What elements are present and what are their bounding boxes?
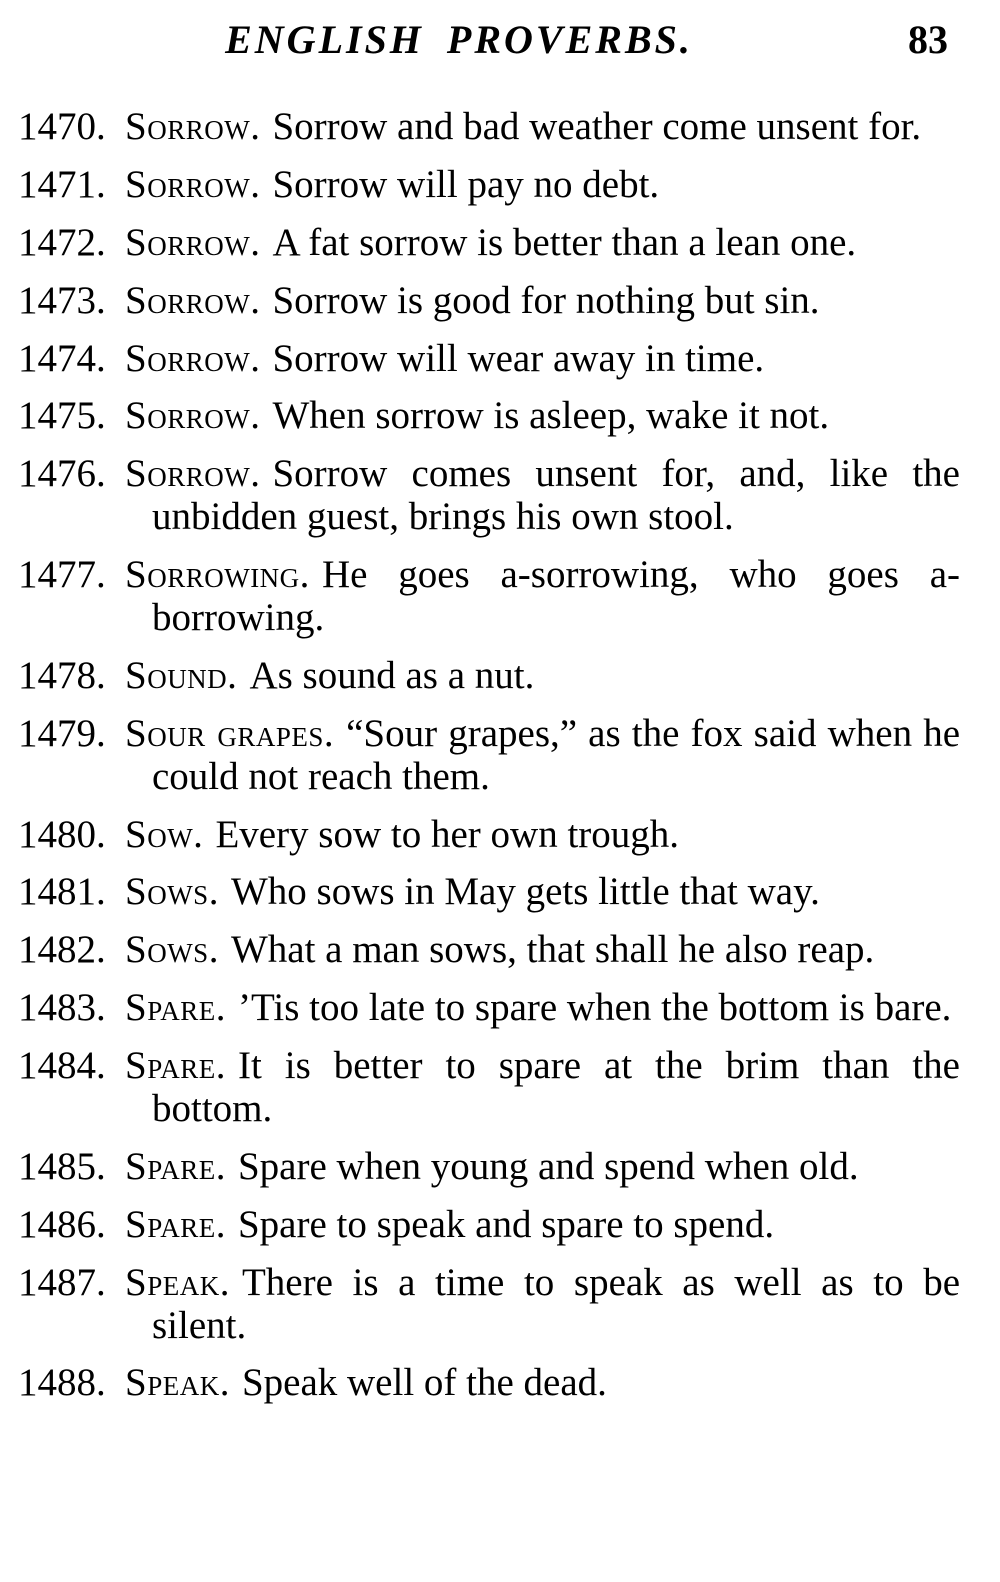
- entry-text: ’Tis too late to spare when the bottom is bare.: [237, 986, 952, 1030]
- entry-keyword: Sorrow.: [125, 105, 261, 148]
- page-number: 83: [908, 17, 948, 62]
- proverb-entry: [18, 395, 960, 438]
- entry-number: 1473.: [18, 278, 106, 322]
- entry-number: 1480.: [18, 812, 106, 856]
- entry-text: “Sour grapes,” as the fox said when he could not reach them.: [152, 711, 961, 798]
- entry-keyword: Sorrowing.: [125, 553, 310, 597]
- entry-text: It is better to spare at the brim than the bottom.: [152, 1044, 960, 1131]
- entry-number: 1476.: [18, 452, 106, 496]
- proverb-entry: [18, 554, 960, 640]
- proverb-entry: [18, 338, 960, 381]
- entry-keyword: Sow.: [125, 812, 204, 856]
- proverb-entry: [18, 453, 960, 539]
- entry-keyword: Speak.: [125, 1361, 230, 1405]
- entry-text: A fat sorrow is better than a lean one.: [272, 220, 857, 264]
- entry-number: 1470.: [18, 105, 106, 148]
- entry-text: Sorrow and bad weather come unsent for.: [272, 105, 922, 148]
- proverb-entry: [18, 164, 960, 207]
- entry-number: 1488.: [18, 1361, 106, 1405]
- entry-text: When sorrow is asleep, wake it not.: [272, 394, 830, 438]
- entry-number: 1481.: [18, 870, 106, 914]
- entry-keyword: Speak.: [125, 1260, 230, 1304]
- entry-text: Sorrow will wear away in time.: [272, 336, 765, 380]
- entry-number: 1471.: [18, 162, 106, 206]
- entry-text: Speak well of the dead.: [241, 1361, 607, 1405]
- proverb-entry: [18, 1045, 960, 1131]
- entry-number: 1487.: [18, 1260, 106, 1304]
- entry-text: Spare when young and spend when old.: [237, 1144, 859, 1188]
- proverb-entry: [18, 106, 960, 149]
- proverb-entry: [18, 814, 960, 857]
- entry-number: 1479.: [18, 711, 106, 755]
- entries-list: [18, 106, 960, 1405]
- entry-text: Every sow to her own trough.: [215, 812, 680, 856]
- entry-number: 1485.: [18, 1144, 106, 1188]
- proverb-entry: [18, 1146, 960, 1189]
- entry-text: As sound as a nut.: [249, 653, 535, 697]
- proverb-entry: [18, 280, 960, 323]
- entry-number: 1482.: [18, 928, 106, 972]
- running-title: ENGLISH PROVERBS.: [225, 17, 693, 62]
- entry-text: Sorrow is good for nothing but sin.: [272, 278, 820, 322]
- entry-keyword: Sorrow.: [125, 452, 261, 496]
- proverb-entry: [18, 222, 960, 265]
- entry-number: 1478.: [18, 653, 106, 697]
- entry-number: 1486.: [18, 1202, 106, 1246]
- entry-keyword: Sorrow.: [125, 220, 261, 264]
- page-header: [18, 16, 960, 68]
- entry-keyword: Sour grapes.: [125, 711, 335, 755]
- entry-number: 1475.: [18, 394, 106, 438]
- proverb-entry: [18, 871, 960, 914]
- entry-number: 1483.: [18, 986, 106, 1030]
- entry-keyword: Sorrow.: [125, 336, 261, 380]
- entry-text: Sorrow comes unsent for, and, like the unbidden guest, brings his own stool.: [152, 452, 960, 539]
- entry-number: 1474.: [18, 336, 106, 380]
- entry-number: 1472.: [18, 220, 106, 264]
- entry-keyword: Spare.: [125, 1144, 226, 1188]
- entry-keyword: Sows.: [125, 870, 219, 914]
- entry-text: He goes a-sorrowing, who goes a-borrowing.: [152, 553, 960, 640]
- proverb-entry: [18, 987, 960, 1030]
- entry-number: 1477.: [18, 553, 106, 597]
- entry-keyword: Sows.: [125, 928, 219, 972]
- entry-keyword: Spare.: [125, 986, 226, 1030]
- entry-text: Spare to speak and spare to spend.: [237, 1202, 775, 1246]
- entry-text: Who sows in May gets little that way.: [230, 870, 820, 914]
- entry-text: What a man sows, that shall he also reap.: [230, 928, 875, 972]
- entry-keyword: Spare.: [125, 1044, 226, 1088]
- entry-keyword: Sorrow.: [125, 162, 261, 206]
- entry-keyword: Sorrow.: [125, 394, 261, 438]
- proverb-entry: [18, 1262, 960, 1348]
- entry-keyword: Spare.: [125, 1202, 226, 1246]
- proverb-entry: [18, 929, 960, 972]
- entry-text: There is a time to speak as well as to be silent.: [152, 1260, 960, 1347]
- entry-keyword: Sound.: [125, 653, 238, 697]
- entry-number: 1484.: [18, 1044, 106, 1088]
- proverb-entry: [18, 1362, 960, 1405]
- entry-text: Sorrow will pay no debt.: [272, 162, 660, 206]
- proverb-entry: [18, 713, 960, 799]
- proverb-entry: [18, 655, 960, 698]
- entry-keyword: Sorrow.: [125, 278, 261, 322]
- proverb-entry: [18, 1204, 960, 1247]
